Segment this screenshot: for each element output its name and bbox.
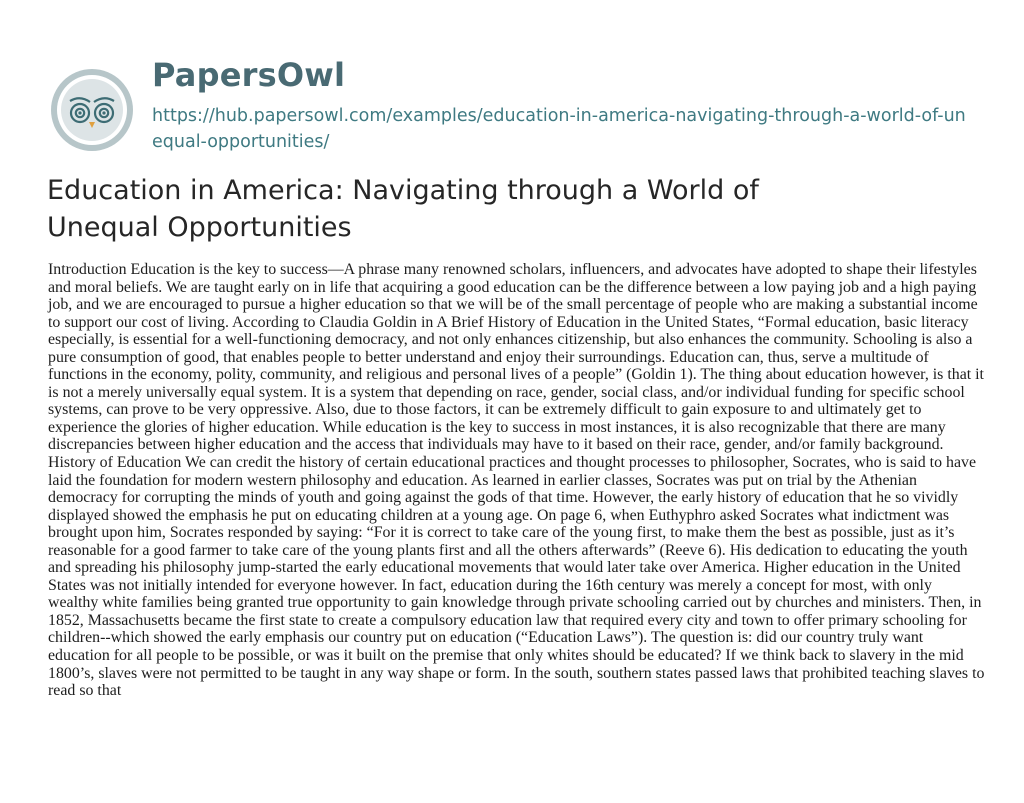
site-header [48,48,988,158]
document-title: Education in America: Navigating through a World of Unequal Opportunities [47,175,759,243]
document-body: Introduction Education is the key to success—A phrase many renowned scholars, influencers, and advocates have adopted to shape their lifestyles and moral beliefs. We are taught early on in life that acquiring a good education can be the difference between a low paying job and a high paying job, and we are encouraged to pursue a higher education so that we will be of the small percentage of people who are making a substantial income to support our cost of living. According to Claudia Goldin in A Brief History of Education in the United States, “Formal education, basic literacy especially, is essential for a well-functioning democracy, and not only enhances citizenship, but also enhances the community. Schooling is also a pure consumption of good, that enables people to better understand and enjoy their surroundings. Education can, thus, serve a multitude of functions in the economy, polity, community, and religious and personal lives of a people” (Goldin 1). The thing about education however, is that it is not a merely universally equal system. It is a system that depending on race, gender, social class, and/or individual funding for specific school systems, can prove to be very oppressive. Also, due to those factors, it can be extremely difficult to gain exposure to and ultimately get to experience the glories of higher education. While education is the key to success in most instances, it is also recognizable that there are many discrepancies between higher education and the access that individuals may have to it based on their race, gender, and/or family background. History of Education We can credit the history of certain educational practices and thought processes to philosopher, Socrates, who is said to have laid the foundation for modern western philosophy and education. As learned in earlier classes, Socrates was put on trial by the Athenian democracy for corrupting the minds of youth and going against the gods of that time. However, the early history of education that he so vividly displayed showed the emphasis he put on educating children at a young age. On page 6, when Euthyphro asked Socrates what indictment was brought upon him, Socrates responded by saying: “For it is correct to take care of the young first, to make them the best as possible, just as it’s reasonable for a good farmer to take care of the young plants first and all the others afterwards” (Reeve 6). His dedication to educating the youth and spreading his philosophy jump-started the early educational movements that would later take over America. Higher education in the United States was not initially intended for everyone however. In fact, education during the 16th century was merely a concept for most, with only wealthy white families being granted true opportunity to gain knowledge through private schooling carried out by churches and ministers. Then, in 1852, Massachusetts became the first state to create a compulsory education law that required every city and town to offer primary schooling for children--which showed the early emphasis our country put on education (“Education Laws”). The question is: did our country truly want education for all people to be possible, or was it built on the premise that only whites should be educated? If we think back to slavery in the mid 1800’s, slaves were not permitted to be taught in any way shape or form. In the south, southern states passed laws that prohibited teaching slaves to read so that [48,261,985,700]
source-url-link[interactable]: https://hub.papersowl.com/examples/education-in-america-navigating-through-a-world-of-unequal-opportunities/ [152,106,966,152]
brand-name[interactable]: PapersOwl [152,56,346,94]
owl-logo-icon[interactable] [48,66,136,154]
